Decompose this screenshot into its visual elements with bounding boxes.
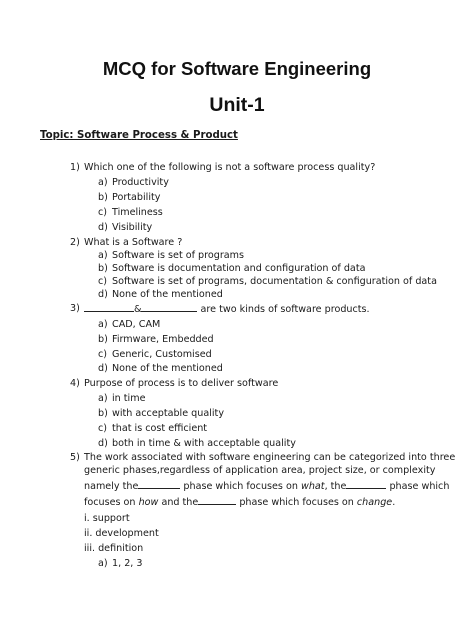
- option-text: Software is set of programs, documentation & configuration of data: [112, 276, 437, 287]
- option-letter: b): [98, 334, 108, 345]
- option-letter: b): [98, 263, 108, 274]
- option-item: [0, 221, 474, 234]
- emphasis-text: how: [138, 497, 159, 508]
- question-1: [0, 161, 474, 174]
- question-number: 1): [70, 162, 80, 173]
- option-text: Visibility: [112, 222, 153, 233]
- option-letter: d): [98, 289, 108, 300]
- option-letter: a): [98, 319, 108, 330]
- question-text-line: [84, 495, 395, 511]
- option-letter: c): [98, 276, 108, 287]
- question-4: [0, 377, 474, 390]
- question-text-line: [84, 479, 449, 495]
- document-title: MCQ for Software Engineering: [102, 58, 372, 79]
- question-text-tail: are two kinds of software products.: [200, 304, 370, 315]
- answer-blank: [198, 495, 236, 505]
- text-fragment: , the: [324, 481, 347, 492]
- text-fragment: phase which: [389, 481, 450, 492]
- option-item: [0, 333, 474, 346]
- question-number: 2): [70, 237, 80, 248]
- option-item: [0, 176, 474, 189]
- text-fragment: phase which focuses on: [239, 497, 354, 508]
- question-text: What is a Software ?: [84, 237, 183, 248]
- roman-item: iii. definition: [84, 543, 144, 554]
- answer-blank: [141, 302, 197, 312]
- answer-blank: [346, 479, 386, 489]
- option-item: [0, 288, 474, 301]
- question-text: Which one of the following is not a software process quality?: [84, 162, 376, 173]
- option-item: [0, 422, 474, 435]
- option-item: [0, 437, 474, 450]
- option-letter: a): [98, 177, 108, 188]
- answer-blank: [84, 302, 134, 312]
- option-text: that is cost efficient: [112, 423, 208, 434]
- option-item: [0, 362, 474, 375]
- option-text: Generic, Customised: [112, 349, 212, 360]
- option-letter: c): [98, 207, 108, 218]
- document-subtitle: Unit-1: [209, 94, 265, 116]
- option-letter: d): [98, 222, 108, 233]
- option-text: with acceptable quality: [112, 408, 224, 419]
- option-letter: a): [98, 393, 108, 404]
- text-fragment: .: [392, 497, 396, 508]
- option-text: Software is documentation and configuration of data: [112, 263, 366, 274]
- option-item: [0, 392, 474, 405]
- option-letter: a): [98, 558, 108, 569]
- option-text: Software is set of programs: [112, 250, 245, 261]
- emphasis-text: change: [356, 497, 393, 508]
- option-item: [0, 318, 474, 331]
- ampersand-text: &: [134, 304, 142, 315]
- option-text: Timeliness: [112, 207, 163, 218]
- question-3: [0, 302, 474, 315]
- question-text-line: generic phases,regardless of application area, project size, or complexity: [84, 465, 436, 476]
- option-text: None of the mentioned: [112, 289, 223, 300]
- option-letter: b): [98, 192, 108, 203]
- option-item: [0, 206, 474, 219]
- option-letter: b): [98, 408, 108, 419]
- option-text: Productivity: [112, 177, 169, 188]
- roman-item: i. support: [84, 513, 130, 524]
- option-text: None of the mentioned: [112, 363, 223, 374]
- option-item: [0, 348, 474, 361]
- answer-blank: [138, 479, 180, 489]
- text-fragment: and the: [161, 497, 199, 508]
- text-fragment: focuses on: [84, 497, 136, 508]
- option-letter: d): [98, 438, 108, 449]
- question-number: 5): [70, 452, 80, 463]
- text-fragment: phase which focuses on: [183, 481, 298, 492]
- option-letter: c): [98, 349, 108, 360]
- option-text: Portability: [112, 192, 161, 203]
- option-item: [0, 191, 474, 204]
- question-number: 3): [70, 303, 80, 314]
- option-item: [0, 407, 474, 420]
- text-fragment: namely the: [84, 481, 139, 492]
- option-text: in time: [112, 393, 146, 404]
- option-letter: c): [98, 423, 108, 434]
- question-2: [0, 236, 474, 249]
- question-number: 4): [70, 378, 80, 389]
- topic-heading: Topic: Software Process & Product: [40, 130, 238, 141]
- option-letter: a): [98, 250, 108, 261]
- roman-item: ii. development: [84, 528, 159, 539]
- option-item: [0, 275, 474, 288]
- option-text: CAD, CAM: [112, 319, 161, 330]
- option-item: [0, 262, 474, 275]
- question-text: Purpose of process is to deliver software: [84, 378, 279, 389]
- emphasis-text: what: [300, 481, 325, 492]
- option-text: Firmware, Embedded: [112, 334, 214, 345]
- option-item: [0, 557, 474, 570]
- option-item: [0, 249, 474, 262]
- option-text: both in time & with acceptable quality: [112, 438, 296, 449]
- question-text: [84, 302, 370, 316]
- option-text: 1, 2, 3: [112, 558, 143, 569]
- question-text-line: The work associated with software engineering can be categorized into three: [84, 452, 456, 463]
- option-letter: d): [98, 363, 108, 374]
